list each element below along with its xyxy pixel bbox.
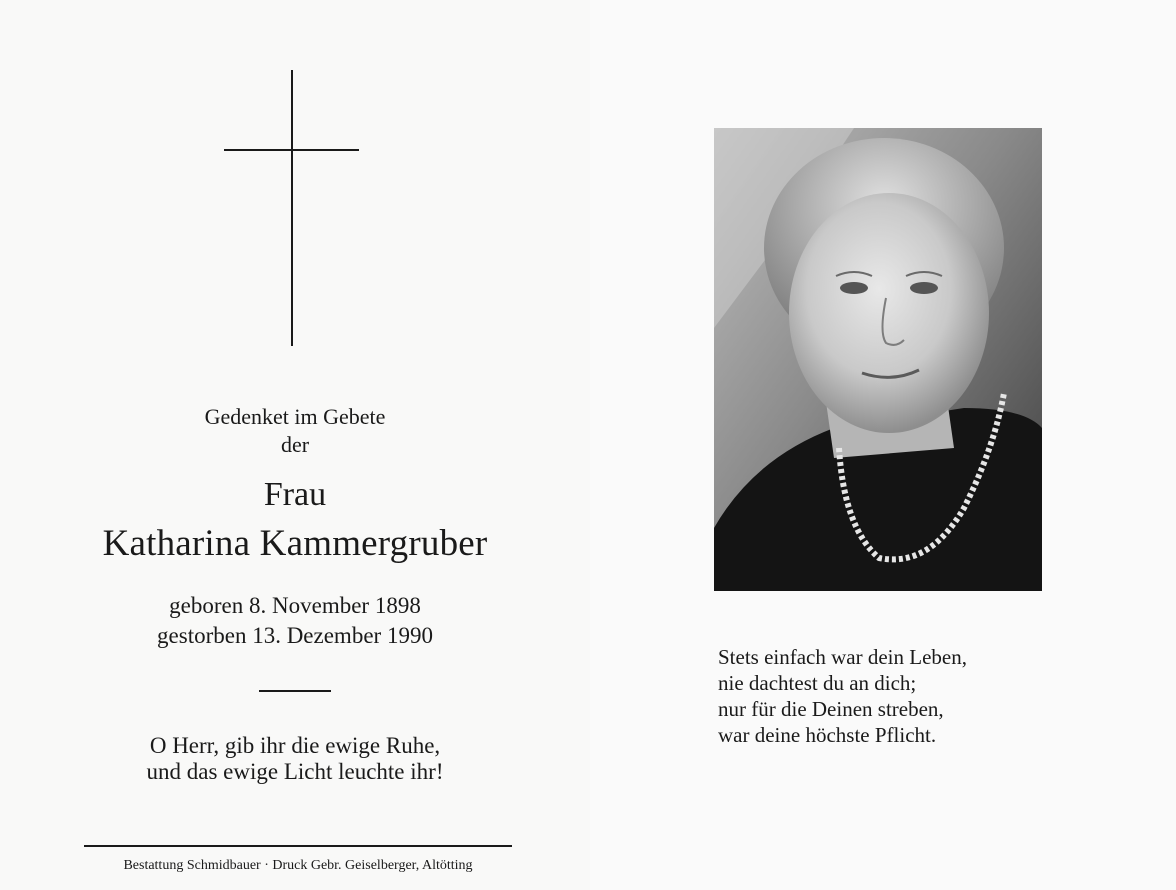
- intro-line-1: Gedenket im Gebete: [204, 404, 386, 429]
- birth-date: geboren 8. November 1898: [169, 593, 421, 618]
- salutation: Frau: [263, 476, 327, 513]
- divider: [259, 690, 331, 692]
- poem-line-2: nie dachtest du an dich;: [718, 671, 917, 695]
- prayer-line-2: und das ewige Licht leuchte ihr!: [146, 759, 444, 784]
- death-date: gestorben 13. Dezember 1990: [157, 623, 433, 648]
- poem: [718, 644, 967, 748]
- cross-icon: [224, 70, 360, 346]
- poem-line-3: nur für die Deinen streben,: [718, 697, 944, 721]
- poem-line-1: Stets einfach war dein Leben,: [718, 645, 967, 669]
- prayer-line-1: O Herr, gib ihr die ewige Ruhe,: [149, 733, 441, 758]
- poem-line-4: war deine höchste Pflicht.: [718, 723, 937, 747]
- deceased-name: Katharina Kammergruber: [102, 523, 488, 564]
- footer-divider: [84, 845, 512, 847]
- footer-credit: Bestattung Schmidbauer · Druck Gebr. Geiselberger, Altötting: [123, 858, 473, 873]
- portrait-photo: [714, 128, 1042, 591]
- intro-line-2: der: [280, 432, 310, 457]
